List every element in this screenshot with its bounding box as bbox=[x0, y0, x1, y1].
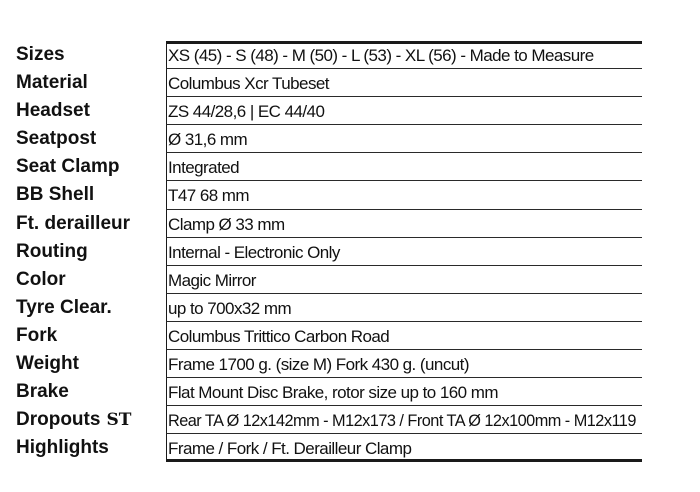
spec-label: Routing bbox=[16, 240, 88, 262]
spec-row-bb-shell bbox=[16, 181, 642, 209]
spec-label: Weight bbox=[16, 353, 79, 375]
spec-value-cell bbox=[166, 406, 642, 434]
spec-label: Color bbox=[16, 268, 66, 290]
spec-row-routing bbox=[16, 238, 642, 266]
spec-value-cell bbox=[166, 97, 642, 125]
spec-label: Fork bbox=[16, 324, 58, 346]
spec-row-ft-derailleur bbox=[16, 210, 642, 238]
spec-rows bbox=[16, 41, 642, 462]
spec-value: Frame / Fork / Ft. Derailleur Clamp bbox=[168, 439, 412, 459]
spec-value-cell bbox=[166, 434, 642, 462]
spec-value-cell bbox=[166, 125, 642, 153]
spec-value: T47 68 mm bbox=[168, 186, 250, 206]
spec-value: XS (45) - S (48) - M (50) - L (53) - XL (56) - Made to Measure bbox=[168, 46, 594, 65]
spec-row-highlights bbox=[16, 434, 642, 462]
spec-label: BB Shell bbox=[16, 184, 95, 206]
spec-value: Ø 31,6 mm bbox=[168, 130, 248, 150]
spec-value-cell bbox=[166, 153, 642, 181]
spec-value-cell bbox=[166, 378, 642, 406]
spec-value: Clamp Ø 33 mm bbox=[168, 214, 285, 234]
spec-label: Headset bbox=[16, 100, 90, 122]
spec-row-material bbox=[16, 69, 642, 97]
spec-value: Columbus Xcr Tubeset bbox=[168, 74, 329, 94]
spec-value: Rear TA Ø 12x142mm - M12x173 / Front TA Ø 12x100mm - M12x119 bbox=[167, 411, 636, 431]
spec-value: up to 700x32 mm bbox=[168, 298, 292, 318]
spec-value: Internal - Electronic Only bbox=[168, 242, 340, 262]
spec-label: Brake bbox=[16, 381, 69, 403]
spec-row-seatpost bbox=[16, 125, 642, 153]
spec-value: Frame 1700 g. (size M) Fork 430 g. (uncut) bbox=[168, 355, 469, 375]
spec-value-cell bbox=[166, 350, 642, 378]
spec-value: Flat Mount Disc Brake, rotor size up to 160 mm bbox=[168, 383, 498, 403]
spec-label: Tyre Clear. bbox=[16, 296, 112, 318]
top-rule-divider bbox=[166, 41, 642, 44]
spec-value-cell bbox=[166, 294, 642, 322]
spec-label bbox=[16, 406, 131, 434]
spec-label: Highlights bbox=[16, 437, 109, 459]
spec-value-cell bbox=[166, 322, 642, 350]
spec-label: Material bbox=[16, 72, 88, 94]
spec-label: Seatpost bbox=[16, 128, 97, 150]
spec-row-color bbox=[16, 266, 642, 294]
spec-value-cell bbox=[166, 41, 642, 69]
spec-label-suffix: ST bbox=[106, 410, 132, 431]
spec-value-cell bbox=[166, 181, 642, 209]
spec-row-fork bbox=[16, 322, 642, 350]
spec-value-cell bbox=[166, 266, 642, 294]
spec-row-dropouts bbox=[16, 406, 642, 434]
spec-label: Seat Clamp bbox=[16, 156, 120, 178]
spec-value: Integrated bbox=[168, 158, 240, 178]
spec-value: Magic Mirror bbox=[168, 270, 256, 290]
spec-value-cell bbox=[166, 69, 642, 97]
spec-row-sizes bbox=[16, 41, 642, 69]
spec-value: ZS 44/28,6 | EC 44/40 bbox=[168, 102, 325, 122]
spec-row-tyre-clear bbox=[16, 294, 642, 322]
spec-label: Sizes bbox=[16, 44, 65, 65]
spec-row-brake bbox=[16, 378, 642, 406]
spec-label-text: Dropouts bbox=[16, 409, 101, 431]
spec-row-seat-clamp bbox=[16, 153, 642, 181]
spec-value-cell bbox=[166, 210, 642, 238]
spec-row-headset bbox=[16, 97, 642, 125]
spec-value: Columbus Trittico Carbon Road bbox=[168, 326, 390, 346]
spec-value-cell bbox=[166, 238, 642, 266]
spec-row-weight bbox=[16, 350, 642, 378]
spec-label: Ft. derailleur bbox=[16, 212, 131, 234]
